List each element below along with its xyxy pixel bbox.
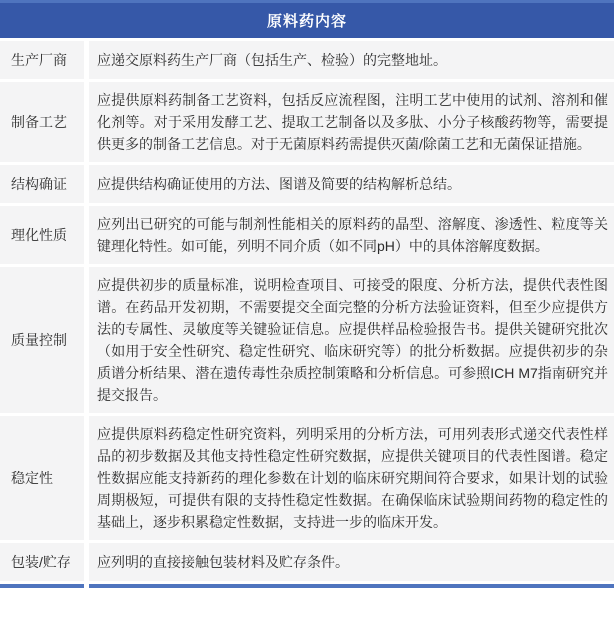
table-row-quality-control [0, 267, 614, 413]
table-row-physicochemical-properties [0, 206, 614, 264]
row-label: 结构确证 [0, 165, 84, 203]
row-label: 理化性质 [0, 206, 84, 264]
row-content: 应提供原料药制备工艺资料，包括反应流程图，注明工艺中使用的试剂、溶剂和催化剂等。对于采用发酵工艺、提取工艺制备以及多肽、小分子核酸药物等，需要提供更多的制备工艺信息。对于无菌原料药需提供灭菌/除菌工艺和无菌保证措施。 [89, 82, 614, 162]
row-label: 包装/贮存 [0, 543, 84, 581]
row-label: 质量控制 [0, 267, 84, 413]
row-content: 应提供初步的质量标准，说明检查项目、可接受的限度、分析方法，提供代表性图谱。在药品开发初期，不需要提交全面完整的分析方法验证资料，但至少应提供方法的专属性、灵敏度等关键验证信息。应提供样品检验报告书。提供关键研究批次（如用于安全性研究、稳定性研究、临床研究等）的批分析数据。应提供初步的杂质谱分析结果、潜在遗传毒性杂质控制策略和分析信息。可参照ICH M7指南研究并提交报告。 [89, 267, 614, 413]
table-row-structure-confirmation [0, 165, 614, 203]
bottom-accent-segment-left [0, 584, 84, 588]
row-label: 制备工艺 [0, 82, 84, 162]
table-row-packaging-storage [0, 543, 614, 581]
row-content: 应提供原料药稳定性研究资料，列明采用的分析方法，可用列表形式递交代表性样品的初步数据及其他支持性稳定性研究数据，应提供关键项目的代表性图谱。稳定性数据应能支持新药的理化参数在计划的临床研究期间符合要求，如果计划的试验周期极短，可提供有限的支持性稳定性数据。在确保临床试验期间药物的稳定性的基础上，逐步积累稳定性数据，支持进一步的临床开发。 [89, 416, 614, 540]
table-body [0, 38, 614, 581]
row-content: 应提供结构确证使用的方法、图谱及简要的结构解析总结。 [89, 165, 614, 203]
bottom-margin [0, 588, 614, 590]
table-title-bar [0, 3, 614, 38]
row-content: 应递交原料药生产厂商（包括生产、检验）的完整地址。 [89, 41, 614, 79]
table-title: 原料药内容 [266, 13, 347, 30]
row-label: 稳定性 [0, 416, 84, 540]
row-label: 生产厂商 [0, 41, 84, 79]
row-content: 应列明的直接接触包装材料及贮存条件。 [89, 543, 614, 581]
bottom-accent-line [0, 584, 614, 588]
table-row-manufacturer [0, 41, 614, 79]
row-content: 应列出已研究的可能与制剂性能相关的原料药的晶型、溶解度、渗透性、粒度等关键理化特性。如可能，列明不同介质（如不同pH）中的具体溶解度数据。 [89, 206, 614, 264]
table-row-stability [0, 416, 614, 540]
table-row-manufacturing-process [0, 82, 614, 162]
bottom-accent-segment-right [89, 584, 614, 588]
